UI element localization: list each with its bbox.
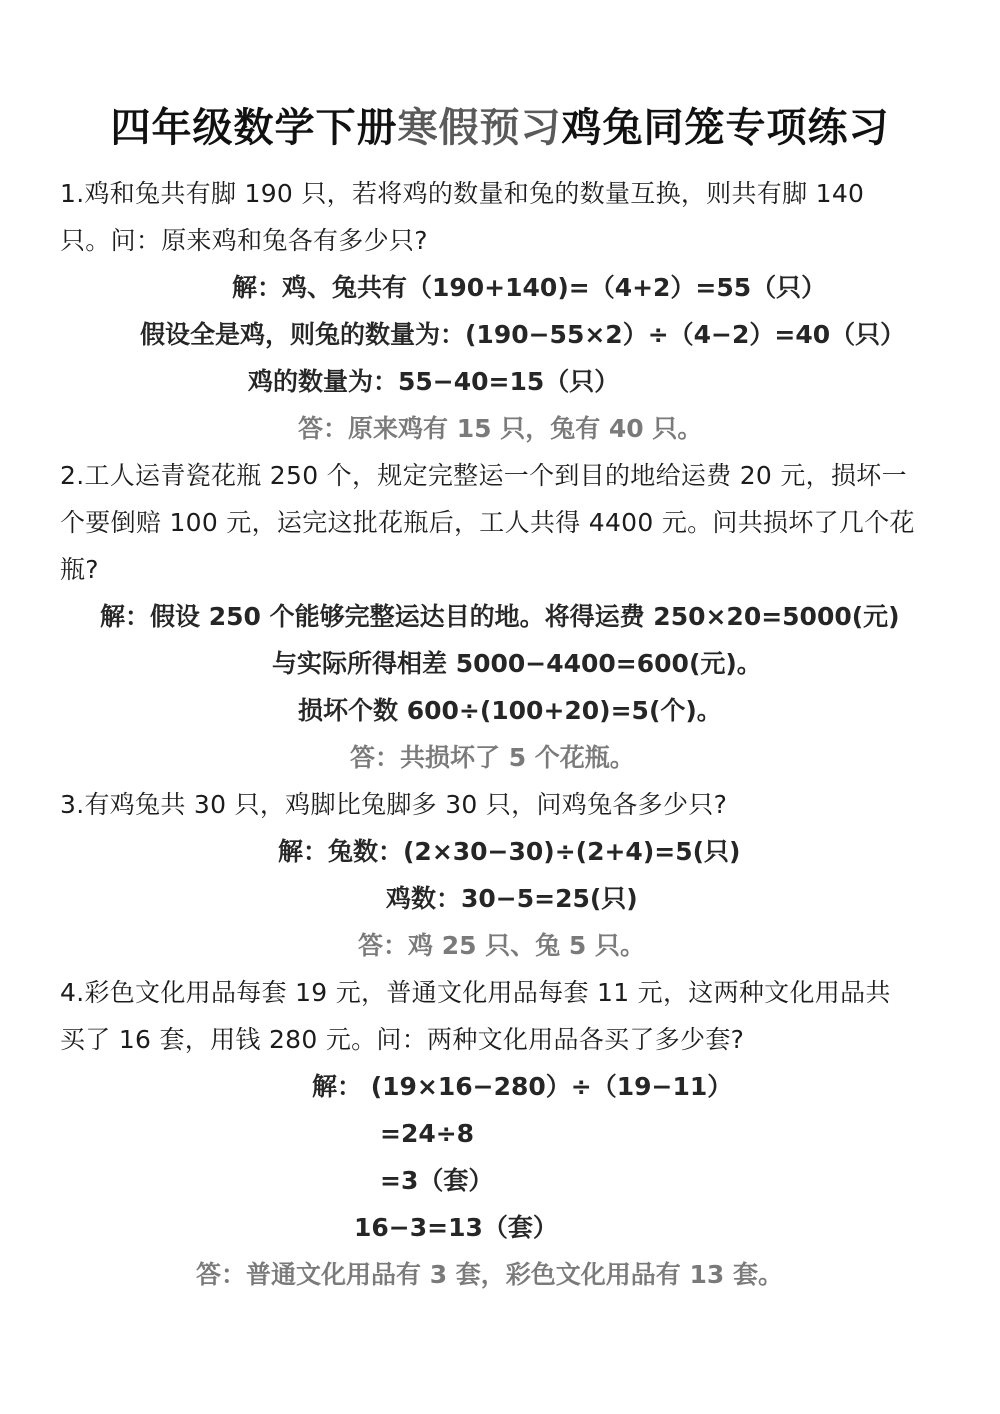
problem-2-answer: 答：共损坏了 5 个花瓶。 — [350, 743, 635, 772]
problem-1-question-line-1: 1.鸡和兔共有脚 190 只，若将鸡的数量和兔的数量互换，则共有脚 140 — [60, 179, 865, 208]
problem-2-solution-line-3: 损坏个数 600÷(100+20)=5(个)。 — [298, 696, 722, 725]
problem-1-solution-line-3: 鸡的数量为：55−40=15（只） — [248, 367, 620, 396]
problem-2-question-line-2: 个要倒赔 100 元，运完这批花瓶后，工人共得 4400 元。问共损坏了几个花 — [60, 508, 915, 537]
problem-4-question-line-2: 买了 16 套，用钱 280 元。问：两种文化用品各买了多少套? — [60, 1025, 745, 1054]
problem-4-solution-line-2: =24÷8 — [380, 1119, 475, 1148]
problem-1-solution-line-2: 假设全是鸡，则兔的数量为：(190−55×2）÷（4−2）=40（只） — [140, 320, 906, 349]
problem-1-answer: 答：原来鸡有 15 只，兔有 40 只。 — [298, 414, 703, 443]
problem-4-solution-line-1: 解： (19×16−280）÷（19−11） — [312, 1072, 733, 1101]
title-part-grade: 四年级数学下册 — [110, 105, 398, 151]
problem-1-question-line-2: 只。问：原来鸡和兔各有多少只? — [60, 226, 428, 255]
problem-2-solution-line-1: 解：假设 250 个能够完整运达目的地。将得运费 250×20=5000(元) — [100, 602, 900, 631]
title-part-topic: 鸡兔同笼专项练习 — [561, 105, 890, 151]
problem-2-question-line-3: 瓶? — [60, 555, 99, 584]
page-title — [0, 96, 1000, 153]
problem-4-solution-line-4: 16−3=13（套） — [354, 1213, 558, 1242]
problem-4-answer: 答：普通文化用品有 3 套，彩色文化用品有 13 套。 — [196, 1260, 784, 1289]
problem-3-question-line-1: 3.有鸡兔共 30 只，鸡脚比兔脚多 30 只，问鸡兔各多少只? — [60, 790, 728, 819]
title-part-highlight: 寒假预习 — [397, 105, 562, 151]
problem-2-solution-line-2: 与实际所得相差 5000−4400=600(元)。 — [272, 649, 762, 678]
problem-4-question-line-1: 4.彩色文化用品每套 19 元，普通文化用品每套 11 元，这两种文化用品共 — [60, 978, 891, 1007]
problem-2-question-line-1: 2.工人运青瓷花瓶 250 个，规定完整运一个到目的地给运费 20 元，损坏一 — [60, 461, 907, 490]
problem-3-solution-line-2: 鸡数：30−5=25(只) — [386, 884, 638, 913]
problem-1-solution-line-1: 解：鸡、兔共有（190+140)=（4+2）=55（只） — [232, 273, 827, 302]
problem-3-solution-line-1: 解：兔数：(2×30−30)÷(2+4)=5(只) — [278, 837, 741, 866]
problem-4-solution-line-3: =3（套） — [380, 1166, 494, 1195]
problem-3-answer: 答：鸡 25 只、兔 5 只。 — [358, 931, 646, 960]
